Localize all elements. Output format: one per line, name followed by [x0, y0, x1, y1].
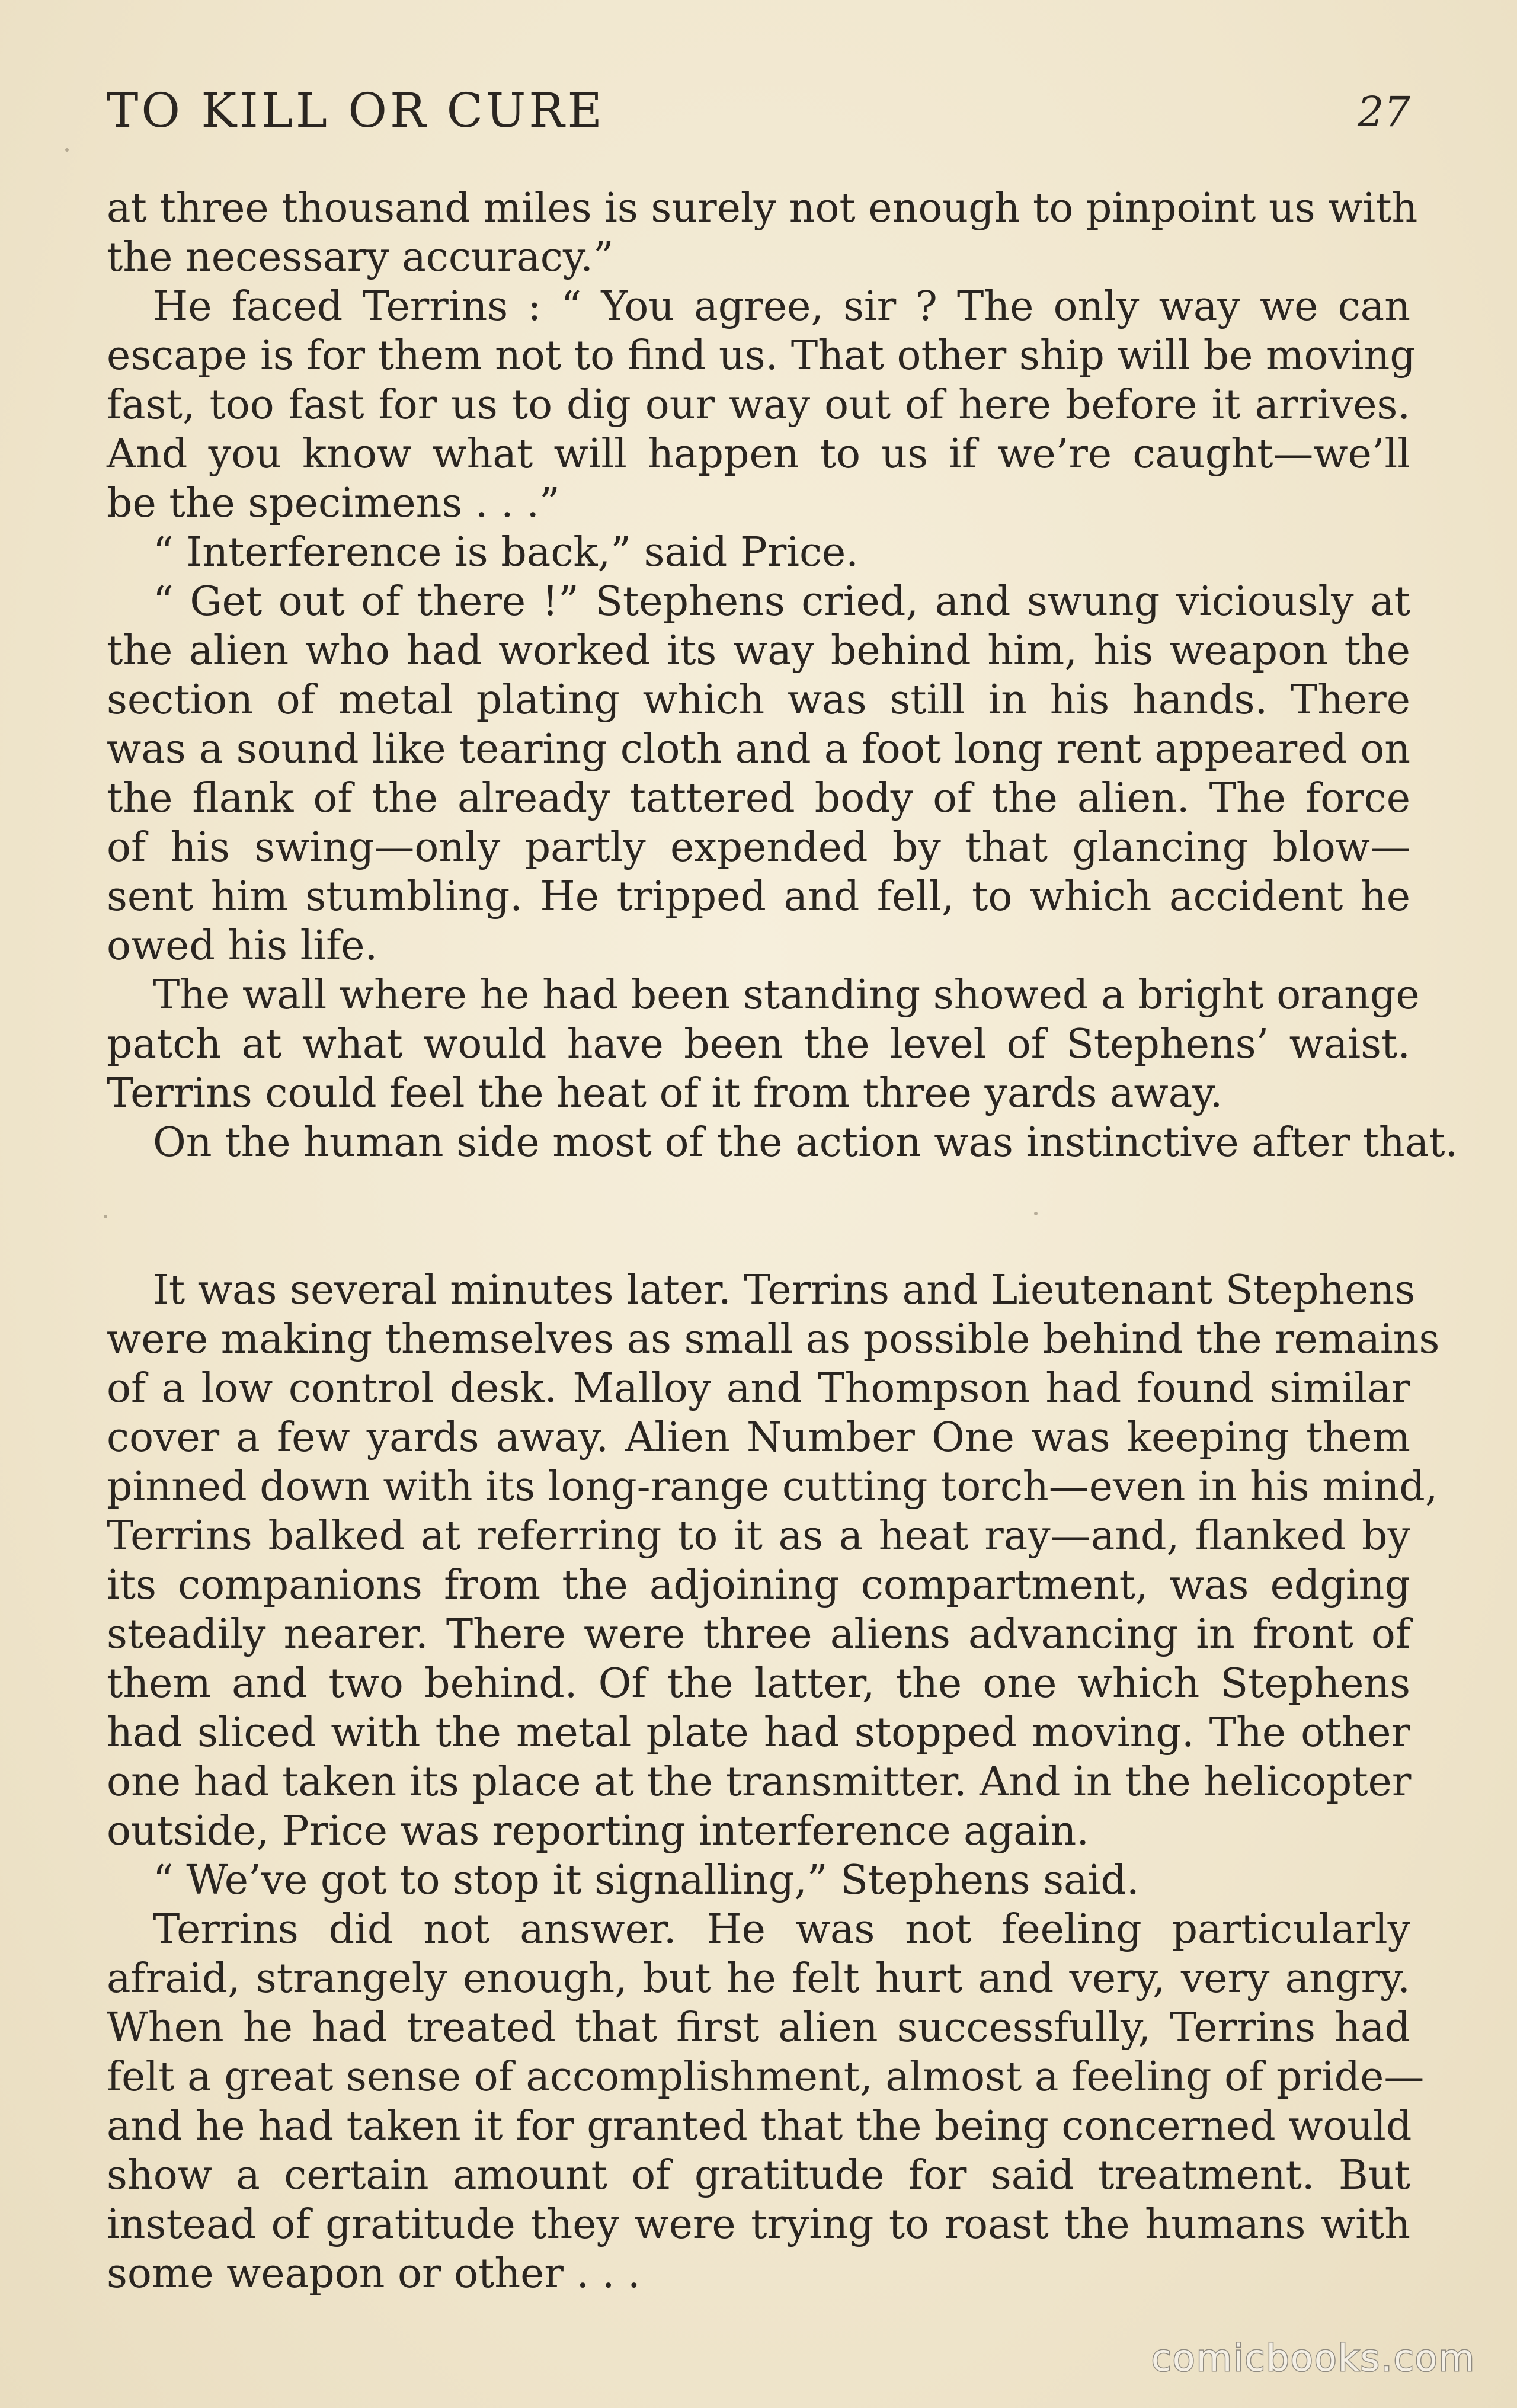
text-line: On the human side most of the action was instinctive after that.: [153, 1119, 1458, 1166]
body-text: [107, 184, 1458, 2298]
text-line: Terrins could feel the heat of it from three yards away.: [107, 1070, 1223, 1117]
text-line: afraid, strangely enough, but he felt hurt and very, very angry.: [107, 1955, 1410, 2002]
text-line: was a sound like tearing cloth and a foot long rent appeared on: [107, 726, 1410, 773]
print-speck: [1034, 1212, 1038, 1215]
page-header: [107, 83, 1410, 154]
text-line: owed his life.: [107, 923, 378, 969]
text-line: Terrins balked at referring to it as a heat ray—and, flanked by: [107, 1513, 1410, 1560]
text-line: And you know what will happen to us if we’re caught—we’ll: [107, 431, 1410, 478]
text-line: the alien who had worked its way behind him, his weapon the: [107, 627, 1410, 674]
text-line: “ We’ve got to stop it signalling,” Stephens said.: [153, 1857, 1140, 1904]
text-line: be the specimens . . .”: [107, 480, 560, 527]
text-line: outside, Price was reporting interference again.: [107, 1808, 1089, 1855]
text-line: of a low control desk. Malloy and Thompson had found similar: [107, 1365, 1410, 1412]
text-line: instead of gratitude they were trying to roast the humans with: [107, 2201, 1410, 2248]
text-line: the necessary accuracy.”: [107, 234, 614, 281]
text-line: cover a few yards away. Alien Number One was keeping them: [107, 1414, 1410, 1461]
text-line: were making themselves as small as possible behind the remains: [107, 1316, 1440, 1363]
text-line: When he had treated that first alien successfully, Terrins had: [107, 2004, 1410, 2051]
text-line: the flank of the already tattered body of the alien. The force: [107, 775, 1410, 822]
text-line: fast, too fast for us to dig our way out of here before it arrives.: [107, 382, 1410, 428]
print-speck: [65, 148, 69, 152]
text-line: its companions from the adjoining compartment, was edging: [107, 1562, 1410, 1609]
text-line: section of metal plating which was still in his hands. There: [107, 677, 1410, 723]
text-line: them and two behind. Of the latter, the one which Stephens: [107, 1660, 1410, 1707]
running-head: TO KILL OR CURE: [107, 83, 605, 138]
text-line: “ Get out of there !” Stephens cried, and swung viciously at: [153, 578, 1410, 625]
text-line: patch at what would have been the level of Stephens’ waist.: [107, 1021, 1410, 1068]
text-line: felt a great sense of accomplishment, almost a feeling of pride—: [107, 2054, 1425, 2100]
text-line: He faced Terrins : “ You agree, sir ? The only way we can: [153, 283, 1410, 330]
text-line: show a certain amount of gratitude for said treatment. But: [107, 2152, 1410, 2199]
page-number: 27: [1357, 88, 1410, 136]
watermark: comicbooks.com: [1151, 2336, 1476, 2380]
section-break: [107, 1167, 1410, 1266]
text-line: pinned down with its long-range cutting torch—even in his mind,: [107, 1464, 1438, 1510]
text-line: had sliced with the metal plate had stopped moving. The other: [107, 1709, 1410, 1756]
text-line: at three thousand miles is surely not enough to pinpoint us with: [107, 185, 1418, 232]
print-speck: [104, 1215, 107, 1218]
text-line: “ Interference is back,” said Price.: [153, 529, 859, 576]
text-line: sent him stumbling. He tripped and fell, to which accident he: [107, 873, 1410, 920]
text-line: some weapon or other . . .: [107, 2250, 641, 2297]
text-line: of his swing—only partly expended by that glancing blow—: [107, 824, 1410, 871]
text-line: The wall where he had been standing showed a bright orange: [153, 972, 1420, 1019]
text-line: It was several minutes later. Terrins and Lieutenant Stephens: [153, 1267, 1416, 1314]
text-line: steadily nearer. There were three aliens advancing in front of: [107, 1611, 1410, 1658]
text-line: one had taken its place at the transmitter. And in the helicopter: [107, 1759, 1412, 1805]
text-line: Terrins did not answer. He was not feeling particularly: [153, 1906, 1410, 1953]
text-line: escape is for them not to find us. That other ship will be moving: [107, 332, 1416, 379]
text-line: and he had taken it for granted that the being concerned would: [107, 2103, 1412, 2150]
